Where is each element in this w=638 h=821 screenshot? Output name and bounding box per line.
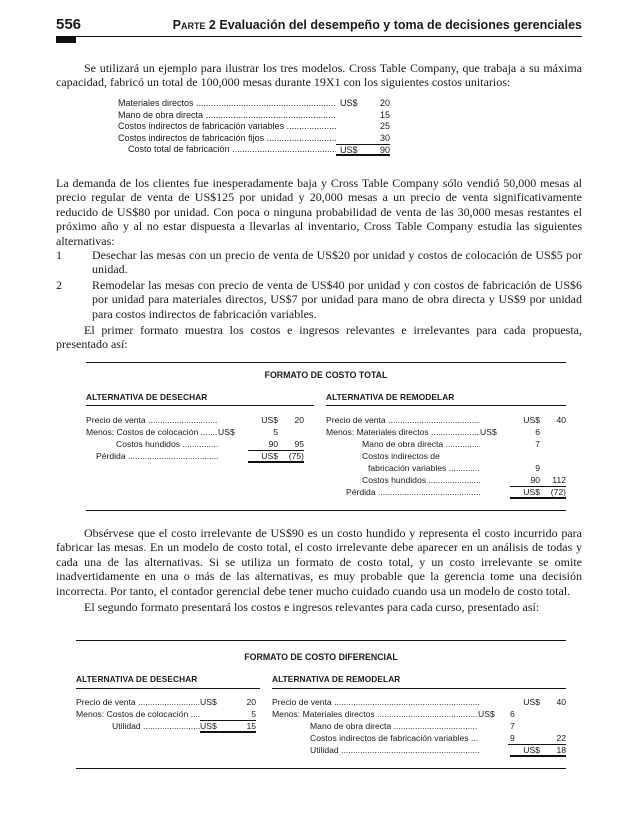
left-column-header: ALTERNATIVA DE DESECHAR: [76, 674, 198, 684]
cost-row: Costos indirectos de fabricación fijos ..... 30: [118, 133, 390, 145]
unit-costs-list: [118, 98, 390, 156]
table-row: Pérdida ..... US$ (75): [86, 451, 304, 463]
table-row: Menos: Costos de colocación ..... 5: [76, 709, 256, 721]
header-rule: [56, 36, 582, 37]
running-header: [173, 18, 582, 32]
table-row: Precio de venta ..... US$ 40: [326, 415, 566, 427]
table-row: Pérdida ..... US$ (72): [326, 487, 566, 499]
list-item: 2 Remodelar las mesas con precio de venta de US$40 por unidad y con costos de fabricación de US$6 por unidad para materiales directos, US$7 por unidad para mano de obra directa y US$9 por unidad para costos indirectos de fabricación variables.: [56, 277, 582, 321]
page-number: 556: [56, 16, 82, 33]
left-column-header: ALTERNATIVA DE DESECHAR: [86, 392, 208, 402]
right-header-rule: [272, 688, 566, 689]
table-title: FORMATO DE COSTO TOTAL: [264, 370, 388, 380]
table-title: FORMATO DE COSTO DIFERENCIAL: [244, 652, 398, 662]
table-row: Menos: Costos de colocación ..... US$ 5: [86, 427, 304, 439]
alternatives-list: [56, 248, 582, 322]
table-bottom-rule: [76, 768, 566, 769]
cost-row: Costos indirectos de fabricación variables ..... 25: [118, 121, 390, 133]
table-row: Costos indirectos de: [362, 451, 440, 461]
sunk-cost-paragraph: Obsérvese que el costo irrelevante de US$90 es un costo hundido y representa el costo incurrido para fabricar las mesas. En un modelo de costo total, el costo irrelevante debe aparecer en un análisis de todas y cada una de las alternativas. Si se utiliza un formato de costo total, y un costo irrelevante se omite inadvertidamente en una o más de las alternativas, es muy probable que la gerencia tome una decisión incorrecta. Por tanto, el contador gerencial debe tener mucho cuidado cuando usa un modelo de costo total.: [56, 526, 582, 598]
second-format-paragraph: El segundo formato presentará los costos e ingresos relevantes para cada curso, presentado así:: [84, 600, 540, 614]
right-header-rule: [326, 405, 566, 406]
differential-cost-format-table: [76, 640, 566, 772]
part-title: Evaluación del desempeño y toma de decisiones gerenciales: [219, 18, 582, 32]
cost-row: Materiales directos ..... US$ 20: [118, 98, 390, 110]
list-item: 1 Desechar las mesas con un precio de venta de US$20 por unidad y costos de colocación de US$5 por unidad.: [56, 248, 582, 277]
table-row: Precio de venta ..... US$ 40: [272, 697, 566, 709]
table-row: Costos hundidos ..... 90 95: [86, 439, 304, 451]
table-row: Utilidad ..... US$ 18: [272, 745, 566, 757]
table-row: Menos: Materiales directos ..... US$ 6: [326, 427, 566, 439]
table-row: Costos indirectos de fabricación variables ..... 9 22: [272, 733, 566, 745]
table-row: Precio de venta ..... US$ 20: [76, 697, 256, 709]
table-row: Menos: Materiales directos ..... US$ 6: [272, 709, 566, 721]
left-header-rule: [76, 688, 260, 689]
table-top-rule: [86, 362, 566, 363]
table-row: Precio de venta ..... US$ 20: [86, 415, 304, 427]
cost-total-row: Costo total de fabricación ..... US$ 90: [118, 144, 390, 156]
right-column-header: ALTERNATIVA DE REMODELAR: [272, 674, 401, 684]
table-row: fabricación variables ..... 9: [326, 463, 566, 475]
table-row: Mano de obra directa ..... 7: [272, 721, 566, 733]
header-block: [56, 37, 76, 43]
right-column-header: ALTERNATIVA DE REMODELAR: [326, 392, 455, 402]
table-row: Utilidad ..... US$ 15: [76, 721, 256, 733]
demand-paragraph: La demanda de los clientes fue inesperadamente baja y Cross Table Company sólo vendió 50,000 mesas al precio regular de venta de US$125 por unidad y 20,000 mesas a un precio de venta significativamente reducido de US$80 por unidad. Con poca o ninguna probabilidad de venta de las 30,000 mesas restantes el próximo año y al no estar dispuesta a llevarlas al inventario, Cross Table Company estudia las siguientes alternativas:: [56, 176, 582, 248]
intro-paragraph: Se utilizará un ejemplo para ilustrar los tres modelos. Cross Table Company, que trabaja a su máxima capacidad, fabricó un total de 100,000 mesas durante 19X1 con los siguientes costos unitarios:: [56, 61, 582, 90]
table-top-rule: [76, 640, 566, 641]
cost-row: Mano de obra directa ..... 15: [118, 110, 390, 122]
table-bottom-rule: [86, 510, 566, 511]
table-row: Mano de obra directa ..... 7: [326, 439, 566, 451]
table-row: Costos hundidos ..... 90 112: [326, 475, 566, 487]
total-cost-format-table: [86, 362, 566, 512]
format-intro-paragraph: El primer formato muestra los costos e ingresos relevantes e irrelevantes para cada propuesta, presentado así:: [56, 323, 582, 352]
left-header-rule: [86, 405, 314, 406]
part-prefix: Parte 2: [172, 18, 216, 32]
